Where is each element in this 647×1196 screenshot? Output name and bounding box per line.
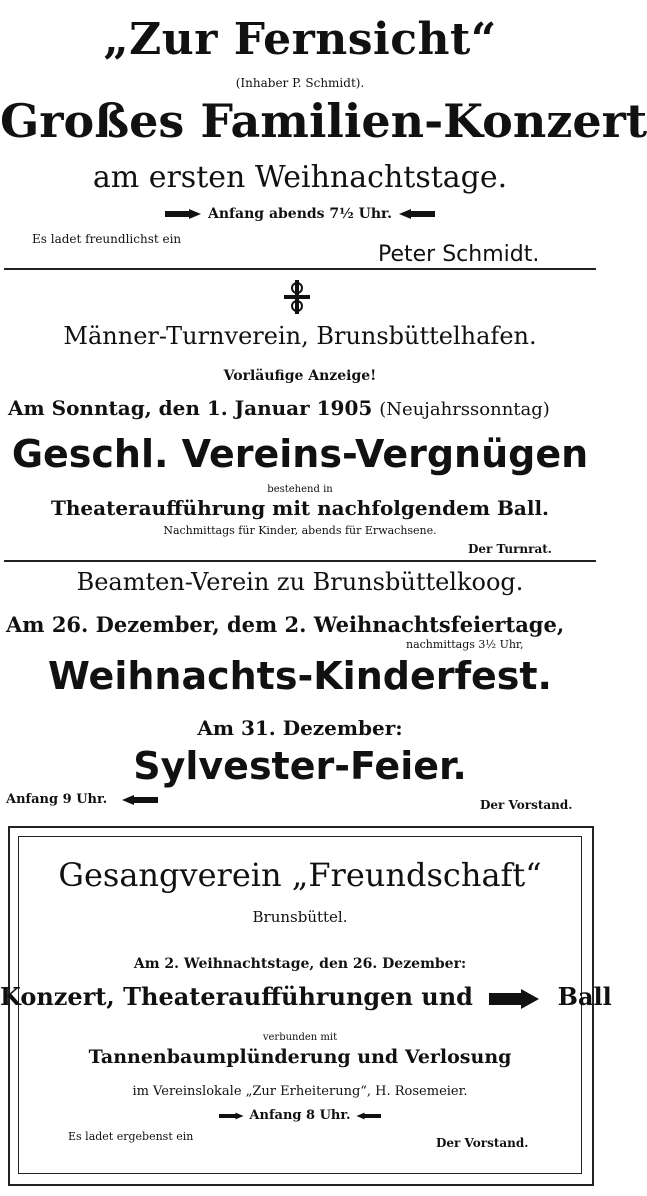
concert-subline: am ersten Weihnachtstage. bbox=[92, 160, 508, 195]
event-date-row bbox=[8, 396, 550, 420]
location-text: im Vereinslokale „Zur Erheiterung“, H. Rosemeier. bbox=[132, 1084, 468, 1099]
freundschaft-start-row bbox=[0, 1108, 600, 1123]
concert-program: Konzert, Theateraufführungen und bbox=[0, 982, 473, 1011]
event-date-note: (Neujahrssonntag) bbox=[379, 399, 550, 420]
concert-headline: Großes Familien-Konzert bbox=[0, 94, 647, 148]
club-name-turnverein: Männer-Turnverein, Brunsbüttelhafen. bbox=[63, 322, 537, 350]
preliminary-notice: Vorläufige Anzeige! bbox=[223, 368, 377, 384]
schedule-text: Nachmittags für Kinder, abends für Erwachsene. bbox=[163, 524, 437, 537]
venue-title: „Zur Fernsicht“ bbox=[103, 14, 497, 65]
owner-note: (Inhaber P. Schmidt). bbox=[235, 76, 365, 90]
combined-label: verbunden mit bbox=[262, 1032, 338, 1043]
pointing-hand-right-icon bbox=[489, 987, 541, 1011]
divider-2 bbox=[4, 560, 596, 562]
sylvester-date: Am 31. Dezember: bbox=[197, 716, 403, 740]
extras-text: Tannenbaumplünderung und Verlosung bbox=[88, 1046, 512, 1068]
pointing-hand-left-icon bbox=[397, 208, 435, 220]
freundschaft-start: Anfang 8 Uhr. bbox=[249, 1108, 351, 1123]
pointing-hand-right-icon bbox=[165, 208, 203, 220]
signature-schmidt: Peter Schmidt. bbox=[378, 242, 540, 267]
signature-vorstand-freundschaft: Der Vorstand. bbox=[436, 1136, 529, 1150]
ball-label: Ball bbox=[557, 982, 612, 1011]
event-title-kinderfest: Weihnachts-Kinderfest. bbox=[47, 654, 552, 698]
club-name-beamten: Beamten-Verein zu Brunsbüttelkoog. bbox=[76, 568, 524, 596]
program-text: Theateraufführung mit nachfolgendem Ball. bbox=[51, 496, 549, 520]
pointing-hand-left-icon bbox=[120, 794, 158, 806]
kinderfest-time: nachmittags 3½ Uhr, bbox=[406, 638, 524, 651]
concert-date-freundschaft: Am 2. Weihnachtstage, den 26. Dezember: bbox=[133, 956, 467, 972]
divider-1 bbox=[4, 268, 596, 270]
turner-cross-icon bbox=[284, 280, 310, 314]
consists-label: bestehend in bbox=[267, 484, 333, 495]
event-title-vergnuegen: Geschl. Vereins-Vergnügen bbox=[11, 432, 589, 476]
kinderfest-date: Am 26. Dezember, dem 2. Weihnachtsfeiertage, bbox=[6, 612, 565, 637]
concert-start: Anfang abends 7½ Uhr. bbox=[207, 206, 393, 222]
club-name-gesangverein: Gesangverein „Freundschaft“ bbox=[58, 856, 542, 894]
sylvester-start-row bbox=[6, 792, 158, 807]
invite-freundschaft: Es ladet ergebenst ein bbox=[68, 1130, 194, 1143]
event-date: Am Sonntag, den 1. Januar 1905 bbox=[8, 396, 373, 420]
invite-text: Es ladet freundlichst ein bbox=[32, 232, 182, 246]
pointing-hand-left-icon bbox=[355, 1110, 381, 1122]
signature-vorstand-beamten: Der Vorstand. bbox=[480, 798, 573, 812]
concert-start-row bbox=[0, 206, 600, 222]
signature-turnrat: Der Turnrat. bbox=[468, 542, 552, 556]
club-place: Brunsbüttel. bbox=[252, 908, 348, 926]
concert-program-row bbox=[0, 982, 612, 1011]
sylvester-start: Anfang 9 Uhr. bbox=[6, 792, 108, 807]
event-title-sylvester: Sylvester-Feier. bbox=[133, 744, 467, 788]
pointing-hand-right-icon bbox=[219, 1110, 245, 1122]
